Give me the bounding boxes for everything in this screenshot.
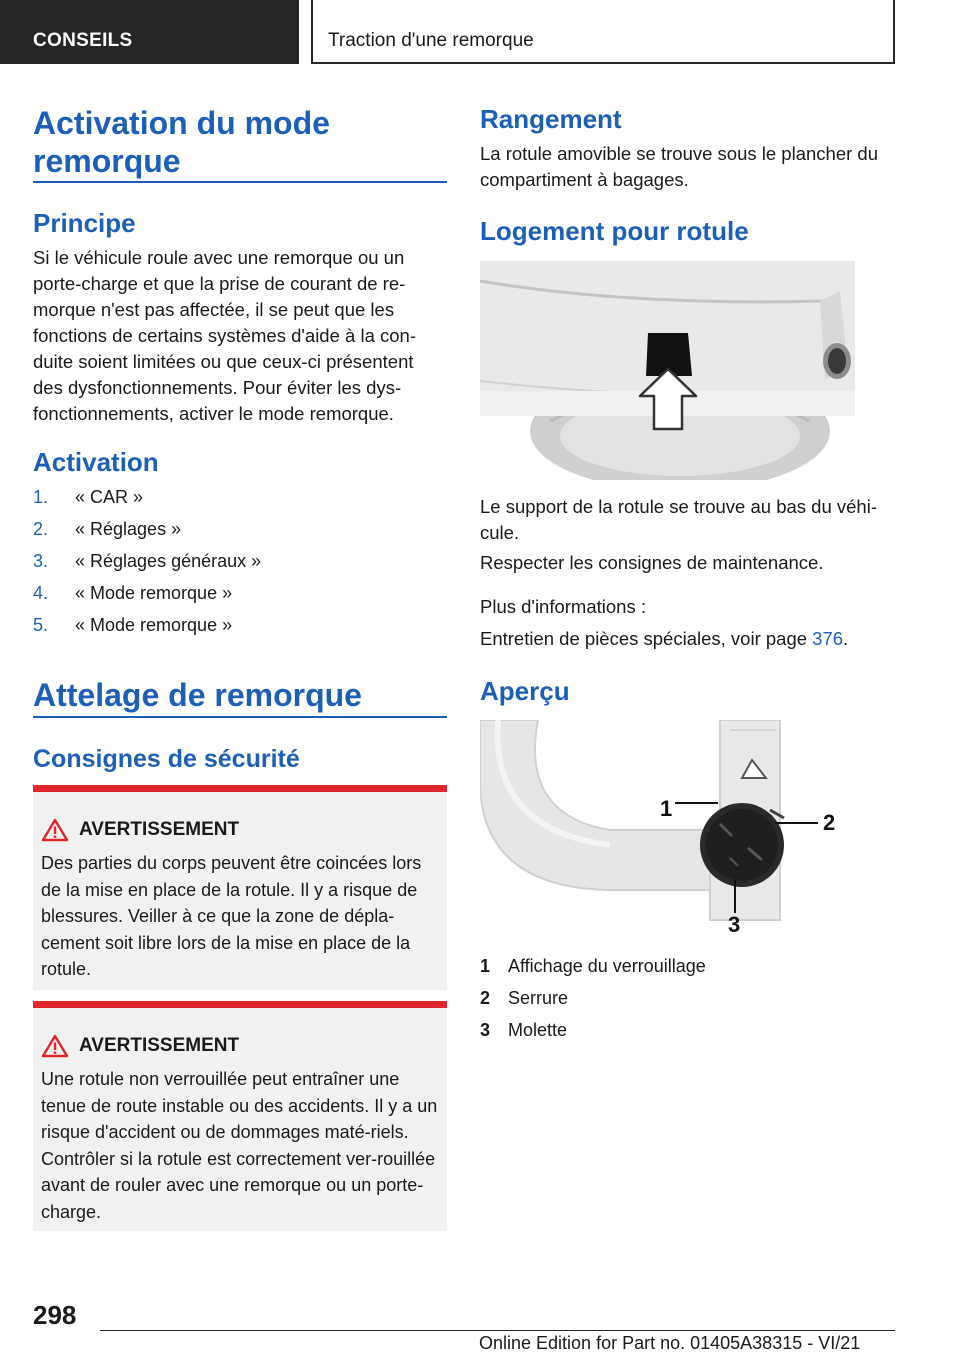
legend-text: Molette [508, 1020, 568, 1040]
heading-activation: Activation [33, 447, 159, 477]
step-text: « Mode remorque » [75, 583, 233, 603]
heading-rangement: Rangement [480, 104, 622, 134]
step-text: « CAR » [75, 487, 144, 507]
step-text: « Mode remorque » [75, 615, 233, 635]
warning-label: AVERTISSEMENT [79, 819, 240, 841]
callout-3-label: 3 [728, 912, 741, 937]
list-item[interactable] [33, 516, 447, 548]
heading-consignes: Consignes de sécurité [33, 745, 300, 773]
activation-steps [33, 484, 447, 644]
warning-text: Une rotule non verrouillée peut entraîner une tenue de route instable ou des accidents. Il y a un risque d'accident ou de dommages maté-riels. Contrôler si la rotule est correctement ver-rouillée avant de rouler avec une remorque ou un porte-charge. [41, 1069, 438, 1222]
page-link[interactable]: 376 [812, 628, 844, 649]
step-number: 1. [33, 487, 49, 507]
legend-item [480, 1014, 895, 1046]
section-tab [0, 0, 299, 64]
list-item[interactable] [33, 548, 447, 580]
list-item[interactable] [33, 580, 447, 612]
callout-1-label: 1 [660, 796, 673, 821]
legend-list [480, 950, 895, 1046]
ball-mount-location-illustration [480, 261, 855, 480]
warning-triangle-icon [41, 818, 69, 842]
warning-text: Des parties du corps peuvent être coincées lors de la mise en place de la rotule. Il y a risque de blessures. Veiller à ce que la zone de dépla-cement soit libre lors de la mise en place de la rotule. [41, 853, 422, 979]
heading-principe: Principe [33, 208, 136, 238]
legend-number: 3 [480, 1020, 491, 1040]
legend-number: 2 [480, 988, 491, 1008]
step-number: 2. [33, 519, 49, 539]
legend-item [480, 950, 895, 982]
cross-reference [480, 626, 895, 652]
step-number: 5. [33, 615, 49, 635]
step-text: « Réglages généraux » [75, 551, 262, 571]
list-item[interactable] [33, 484, 447, 516]
step-number: 4. [33, 583, 49, 603]
rangement-paragraph: La rotule amovible se trouve sous le plancher du compartiment à bagages. [480, 143, 878, 190]
warning-triangle-icon [41, 1034, 69, 1058]
page-number: 298 [33, 1300, 77, 1330]
heading-rule [33, 716, 447, 718]
cross-reference-text: Entretien de pièces spéciales, voir page [480, 628, 813, 649]
step-text: « Réglages » [75, 519, 182, 539]
legend-number: 1 [480, 956, 491, 976]
step-number: 3. [33, 551, 49, 571]
warning-box [33, 1001, 447, 1231]
list-item[interactable] [33, 612, 447, 644]
edition-text: Online Edition for Part no. 01405A38315 - VI/21 [479, 1333, 861, 1353]
footer-rule [100, 1330, 895, 1331]
cross-reference-end: . [843, 628, 849, 649]
maintenance-paragraph: Respecter les consignes de maintenance. [480, 552, 824, 573]
heading-activation-mode: Activation du mode remorque [33, 105, 330, 179]
legend-text: Affichage du verrouillage [508, 956, 706, 976]
legend-text: Serrure [508, 988, 569, 1008]
support-paragraph: Le support de la rotule se trouve au bas du véhi-cule. [480, 496, 877, 543]
heading-apercu: Aperçu [480, 676, 570, 706]
ball-head-overview-illustration [480, 720, 855, 942]
warning-label: AVERTISSEMENT [79, 1035, 240, 1057]
warning-header [41, 1034, 239, 1058]
principe-paragraph: Si le véhicule roule avec une remorque ou un porte-charge et que la prise de courant de re-morque n'est pas affectée, il se peut que les fonctions de certains systèmes d'aide à la con-duite soient limitées ou que ceux-ci présentent des dysfonctionnements. Pour éviter les dys-fonctionnements, activer le mode remorque. [33, 247, 416, 424]
heading-rule [33, 181, 447, 183]
section-label: CONSEILS [33, 30, 133, 51]
chapter-header [311, 0, 895, 64]
heading-attelage: Attelage de remorque [33, 677, 362, 713]
legend-item [480, 982, 895, 1014]
chapter-title: Traction d'une remorque [328, 30, 534, 51]
warning-header [41, 818, 239, 842]
heading-logement: Logement pour rotule [480, 216, 749, 246]
warning-box [33, 785, 447, 990]
callout-2-label: 2 [823, 810, 836, 835]
more-info-label: Plus d'informations : [480, 596, 646, 617]
